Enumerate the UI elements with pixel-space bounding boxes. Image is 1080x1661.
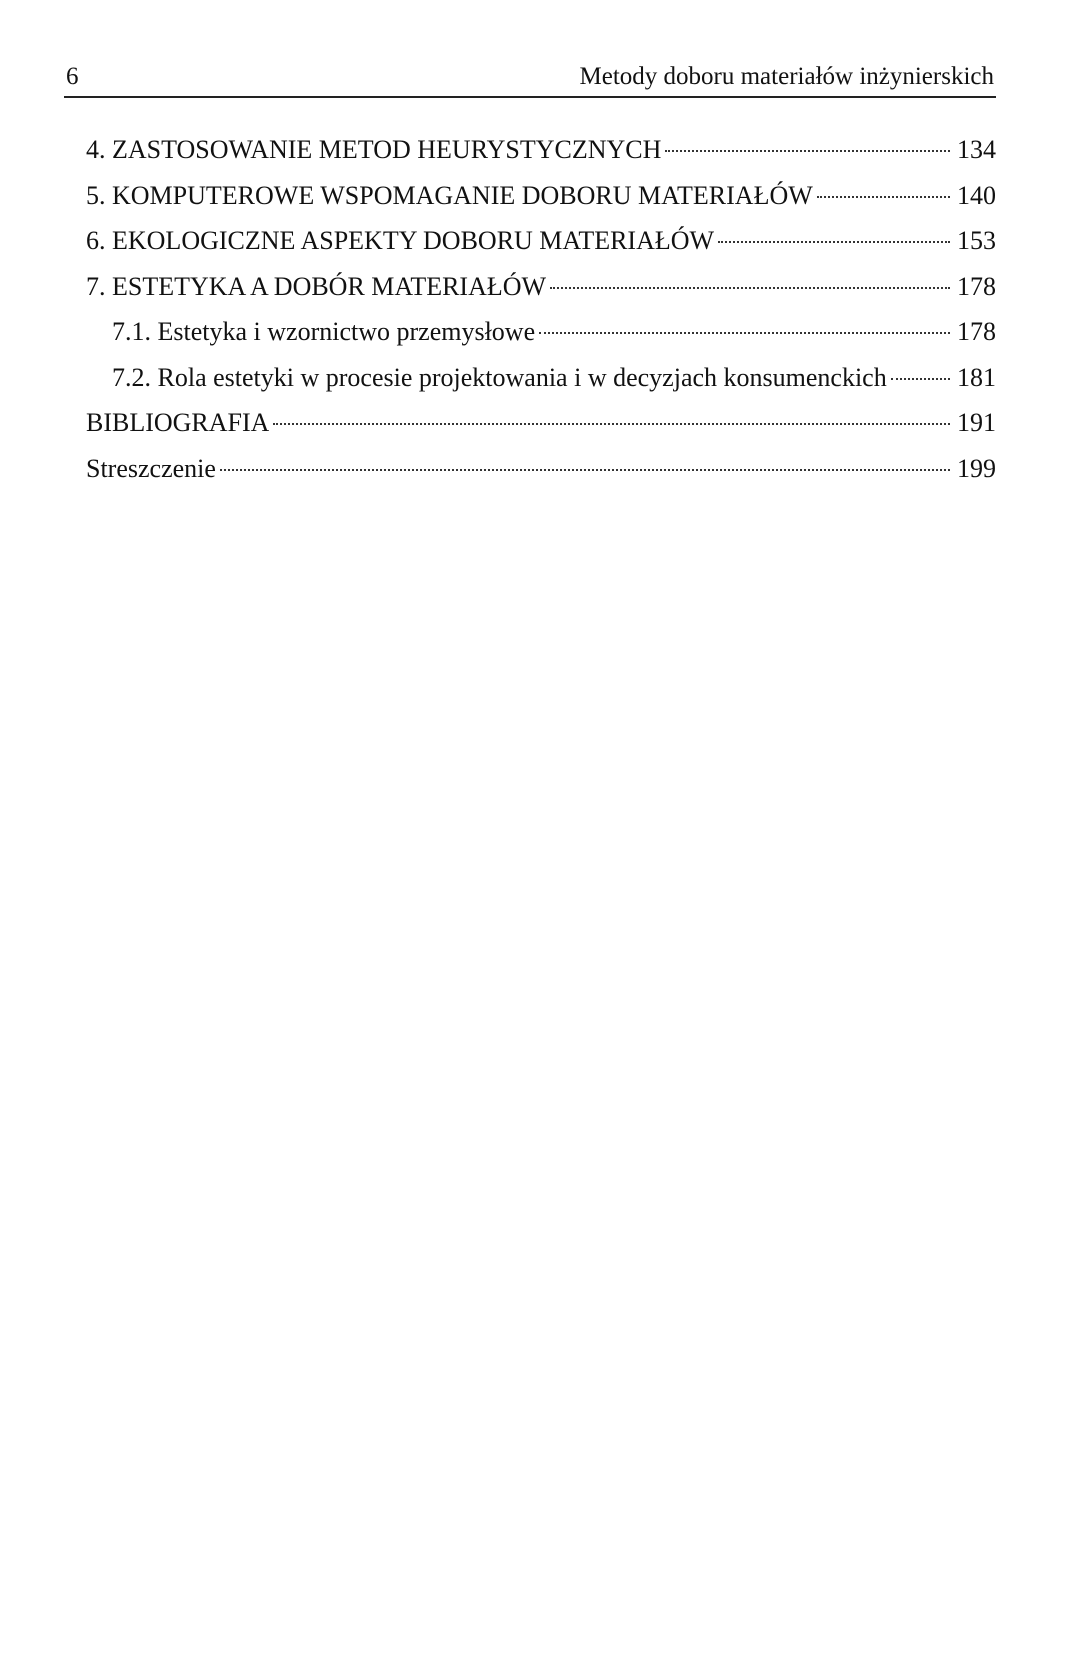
toc-entry-page: 181 [957,362,996,392]
toc-entry-page: 199 [957,453,996,483]
running-title: Metody doboru materiałów inżynierskich [579,63,994,90]
dot-leader [273,423,950,425]
toc-entry-title: BIBLIOGRAFIA [86,408,270,437]
dot-leader [817,196,950,198]
toc-entry-title: Streszczenie [86,453,216,483]
dot-leader [220,469,950,471]
toc-entry-4[interactable] [86,135,996,181]
toc-entry-page: 134 [957,135,996,164]
table-of-contents [86,135,996,499]
toc-entry-title: 4. ZASTOSOWANIE METOD HEURYSTYCZNYCH [86,135,662,164]
toc-entry-6[interactable] [86,226,996,272]
toc-entry-title: 6. EKOLOGICZNE ASPEKTY DOBORU MATERIAŁÓW [86,226,715,255]
page-number: 6 [66,63,79,90]
toc-entry-7[interactable] [86,272,996,318]
toc-entry-5[interactable] [86,181,996,227]
toc-entry-bibliography[interactable] [86,408,996,454]
toc-entry-page: 153 [957,226,996,255]
dot-leader [891,378,950,380]
toc-entry-7-2[interactable] [86,363,996,409]
toc-entry-summary[interactable] [86,454,996,500]
dot-leader [550,287,950,289]
toc-entry-page: 178 [957,271,996,301]
toc-entry-page: 178 [957,317,996,346]
toc-entry-7-1[interactable] [86,317,996,363]
toc-entry-page: 191 [957,408,996,437]
dot-leader [539,332,950,334]
toc-entry-title: 7.2. Rola estetyki w procesie projektowania i w decyzjach konsumenckich [112,362,887,392]
page-header [64,56,996,98]
dot-leader [718,241,950,243]
toc-entry-title: 7. ESTETYKA A DOBÓR MATERIAŁÓW [86,271,547,301]
toc-entry-title: 5. KOMPUTEROWE WSPOMAGANIE DOBORU MATERIAŁÓW [86,180,813,210]
dot-leader [665,150,950,152]
toc-entry-page: 140 [957,180,996,210]
toc-entry-title: 7.1. Estetyka i wzornictwo przemysłowe [112,317,536,346]
